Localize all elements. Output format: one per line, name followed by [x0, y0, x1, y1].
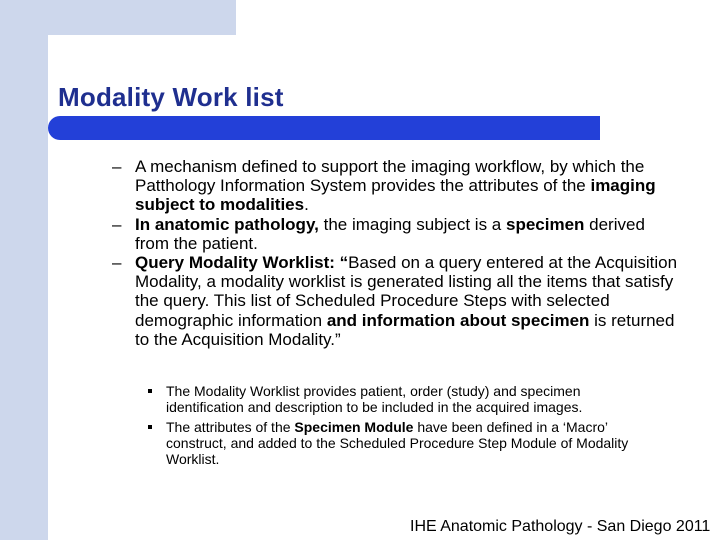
text-run: derived from the patient.: [135, 214, 645, 253]
sub-bullet-item: [148, 383, 658, 416]
dash-marker: –: [112, 157, 122, 176]
sub-bullet-text: [166, 419, 628, 468]
slide-footer: IHE Anatomic Pathology - San Diego 2011: [410, 518, 711, 535]
text-run: The Modality Worklist provides patient, order (study) and specimen identification and description to be included in the acquired images.: [166, 383, 583, 416]
sub-bullet-text: [166, 383, 582, 415]
text-run: have been defined in a ‘Macro’ construct, and added to the Scheduled Procedure Step Module of Modality Worklist.: [166, 418, 629, 468]
bold-text-run: Query Modality Worklist: “: [135, 253, 349, 273]
decorative-side-band: [0, 0, 48, 540]
bold-text-run: specimen: [505, 214, 585, 234]
bold-text-run: Specimen Module: [294, 418, 414, 435]
text-run: Based on a query entered at the Acquisition Modality, a modality worklist is generated listing all the items that satisfy the query. This list of Scheduled Procedure Steps with selected demographic information: [135, 253, 678, 330]
decorative-top-band: [0, 0, 236, 35]
bold-text-run: and information about specimen: [326, 310, 590, 330]
bold-text-run: imaging subject to modalities: [135, 176, 656, 215]
sub-bullet-list: [148, 383, 658, 470]
bold-text-run: In anatomic pathology,: [135, 214, 319, 234]
text-run: The attributes of the: [166, 418, 295, 435]
bullet-text: [135, 157, 656, 214]
text-run: .: [304, 195, 309, 215]
sub-bullet-item: [148, 419, 658, 468]
bullet-text: [135, 215, 645, 253]
square-bullet-icon: [148, 389, 152, 393]
slide-title: Modality Work list: [58, 82, 284, 112]
bullet-item: [112, 157, 682, 215]
square-bullet-icon: [148, 425, 152, 429]
title-underline-bar: [48, 116, 600, 140]
bullet-item: [112, 253, 682, 349]
dash-marker: –: [112, 253, 122, 273]
bullet-item: [112, 215, 682, 253]
bullet-text: [135, 253, 677, 349]
text-run: A mechanism defined to support the imaging workflow, by which the Patthology Information System provides the attributes of the: [135, 157, 645, 196]
dash-marker: –: [112, 214, 122, 234]
text-run: the imaging subject is a: [318, 214, 506, 234]
main-bullet-list: [112, 157, 682, 349]
text-run: is returned to the Acquisition Modality.”: [135, 310, 675, 349]
